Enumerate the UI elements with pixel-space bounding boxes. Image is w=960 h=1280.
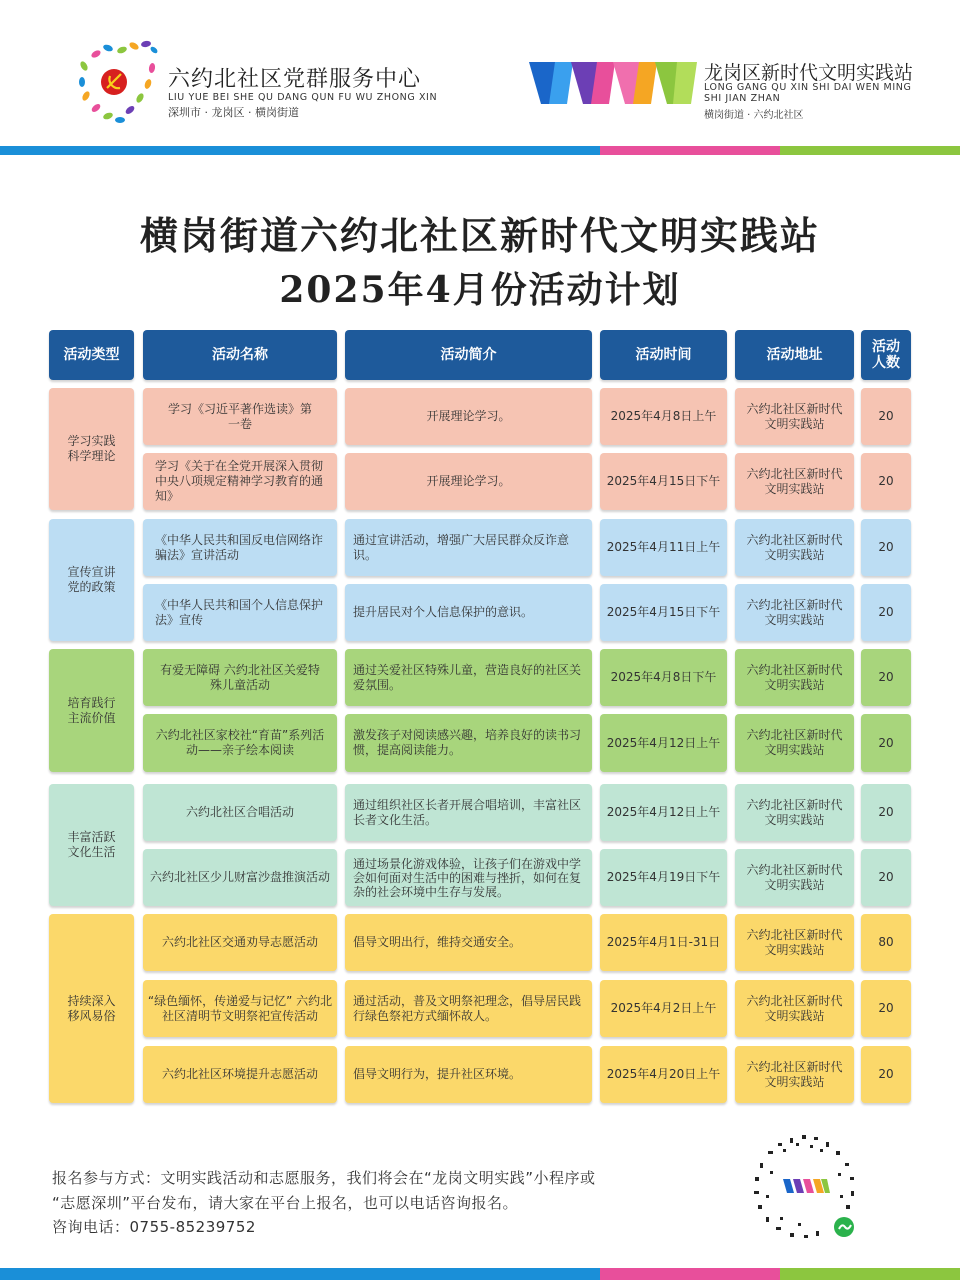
activity-name-cell: 六约北社区少儿财富沙盘推演活动 — [143, 849, 337, 906]
activity-place-cell: 六约北社区新时代文明实践站 — [735, 849, 854, 906]
top-stripe-blue — [0, 146, 600, 155]
page-subtitle: 2025年4月份活动计划 — [279, 269, 681, 311]
activity-intro-cell: 提升居民对个人信息保护的意识。 — [345, 584, 592, 641]
activity-intro-cell: 通过场景化游戏体验，让孩子们在游戏中学会如何面对生活中的困难与挫折，如何在复杂的社会环境中生存与发展。 — [345, 849, 592, 906]
top-stripe-pink — [600, 146, 780, 155]
mini-program-qr-code-icon[interactable] — [750, 1133, 860, 1243]
party-emblem-heart-logo-icon — [74, 36, 164, 126]
signup-info-line-2: “志愿深圳”平台发布，请大家在平台上报名，也可以电话咨询报名。 — [52, 1194, 519, 1212]
group-type-cell: 丰富活跃文化生活 — [49, 784, 134, 906]
bottom-stripe-green — [780, 1268, 960, 1280]
bottom-stripe-blue — [0, 1268, 600, 1280]
activity-time-cell: 2025年4月11日上午 — [600, 519, 727, 576]
activity-name-cell: “绿色缅怀，传递爱与记忆” 六约北社区清明节文明祭祀宣传活动 — [143, 980, 337, 1037]
activity-intro-cell: 通过关爱社区特殊儿童，营造良好的社区关爱氛围。 — [345, 649, 592, 706]
activity-count-cell: 20 — [861, 784, 911, 841]
activity-time-cell: 2025年4月15日下午 — [600, 453, 727, 510]
group-type-cell: 宣传宣讲党的政策 — [49, 519, 134, 641]
col-header-name: 活动名称 — [143, 330, 337, 380]
signup-info-line-1: 报名参与方式：文明实践活动和志愿服务，我们将会在“龙岗文明实践”小程序或 — [52, 1169, 596, 1187]
left-org-name: 六约北社区党群服务中心 — [168, 67, 422, 92]
activity-name-cell: 六约北社区交通劝导志愿活动 — [143, 914, 337, 971]
group-type-cell: 持续深入移风易俗 — [49, 914, 134, 1103]
activity-place-cell: 六约北社区新时代文明实践站 — [735, 1046, 854, 1103]
activity-intro-cell: 通过组织社区长者开展合唱培训，丰富社区长者文化生活。 — [345, 784, 592, 841]
right-org-pinyin-2: SHI JIAN ZHAN — [704, 93, 781, 104]
activity-count-cell: 20 — [861, 388, 911, 445]
activity-time-cell: 2025年4月12日上午 — [600, 714, 727, 772]
right-org-location: 横岗街道 · 六约北社区 — [704, 110, 804, 121]
activity-place-cell: 六约北社区新时代文明实践站 — [735, 649, 854, 706]
activity-count-cell: 80 — [861, 914, 911, 971]
activity-intro-cell: 开展理论学习。 — [345, 388, 592, 445]
activity-place-cell: 六约北社区新时代文明实践站 — [735, 784, 854, 841]
activity-place-cell: 六约北社区新时代文明实践站 — [735, 584, 854, 641]
activity-count-cell: 20 — [861, 584, 911, 641]
right-org-pinyin-1: LONG GANG QU XIN SHI DAI WEN MING — [704, 82, 912, 93]
col-header-place: 活动地址 — [735, 330, 854, 380]
col-header-intro: 活动简介 — [345, 330, 592, 380]
col-header-time: 活动时间 — [600, 330, 727, 380]
activity-name-cell: 学习《关于在全党开展深入贯彻中央八项规定精神学习教育的通知》 — [143, 453, 337, 510]
activity-place-cell: 六约北社区新时代文明实践站 — [735, 453, 854, 510]
contact-phone: 咨询电话：0755-85239752 — [52, 1218, 256, 1236]
activity-place-cell: 六约北社区新时代文明实践站 — [735, 914, 854, 971]
activity-count-cell: 20 — [861, 980, 911, 1037]
activity-time-cell: 2025年4月1日-31日 — [600, 914, 727, 971]
activity-intro-cell: 通过宣讲活动，增强广大居民群众反诈意识。 — [345, 519, 592, 576]
left-org-pinyin: LIU YUE BEI SHE QU DANG QUN FU WU ZHONG XIN — [168, 92, 438, 103]
activity-count-cell: 20 — [861, 849, 911, 906]
page-title: 横岗街道六约北社区新时代文明实践站 — [139, 213, 820, 258]
left-org-location: 深圳市 · 龙岗区 · 横岗街道 — [168, 106, 299, 119]
activity-name-cell: 《中华人民共和国个人信息保护法》宣传 — [143, 584, 337, 641]
activity-place-cell: 六约北社区新时代文明实践站 — [735, 980, 854, 1037]
activity-intro-cell: 开展理论学习。 — [345, 453, 592, 510]
activity-place-cell: 六约北社区新时代文明实践站 — [735, 714, 854, 772]
activity-name-cell: 六约北社区环境提升志愿活动 — [143, 1046, 337, 1103]
activity-time-cell: 2025年4月8日下午 — [600, 649, 727, 706]
col-header-count: 活动人数 — [861, 330, 911, 380]
activity-name-cell: 有爱无障碍 六约北社区关爱特殊儿童活动 — [143, 649, 337, 706]
activity-time-cell: 2025年4月20日上午 — [600, 1046, 727, 1103]
activity-intro-cell: 倡导文明出行，维持交通安全。 — [345, 914, 592, 971]
col-header-type: 活动类型 — [49, 330, 134, 380]
activity-intro-cell: 通过活动，普及文明祭祀理念，倡导居民践行绿色祭祀方式缅怀故人。 — [345, 980, 592, 1037]
activity-time-cell: 2025年4月15日下午 — [600, 584, 727, 641]
activity-count-cell: 20 — [861, 519, 911, 576]
right-org-name: 龙岗区新时代文明实践站 — [704, 62, 914, 84]
activity-name-cell: 六约北社区合唱活动 — [143, 784, 337, 841]
activity-time-cell: 2025年4月12日上午 — [600, 784, 727, 841]
activity-count-cell: 20 — [861, 714, 911, 772]
activity-place-cell: 六约北社区新时代文明实践站 — [735, 519, 854, 576]
activity-time-cell: 2025年4月8日上午 — [600, 388, 727, 445]
bottom-stripe-pink — [600, 1268, 780, 1280]
activity-name-cell: 六约北社区家校社“育苗”系列活动——亲子绘本阅读 — [143, 714, 337, 772]
activity-place-cell: 六约北社区新时代文明实践站 — [735, 388, 854, 445]
activity-time-cell: 2025年4月2日上午 — [600, 980, 727, 1037]
activity-time-cell: 2025年4月19日下午 — [600, 849, 727, 906]
activity-intro-cell: 激发孩子对阅读感兴趣，培养良好的读书习惯，提高阅读能力。 — [345, 714, 592, 772]
group-type-cell: 培育践行主流价值 — [49, 649, 134, 772]
top-stripe-green — [780, 146, 960, 155]
activity-count-cell: 20 — [861, 1046, 911, 1103]
group-type-cell: 学习实践科学理论 — [49, 388, 134, 510]
activity-name-cell: 《中华人民共和国反电信网络诈骗法》宣讲活动 — [143, 519, 337, 576]
activity-count-cell: 20 — [861, 649, 911, 706]
activity-count-cell: 20 — [861, 453, 911, 510]
activity-intro-cell: 倡导文明行为，提升社区环境。 — [345, 1046, 592, 1103]
colorful-ribbon-logo-icon — [527, 50, 699, 112]
activity-name-cell: 学习《习近平著作选读》第一卷 — [143, 388, 337, 445]
